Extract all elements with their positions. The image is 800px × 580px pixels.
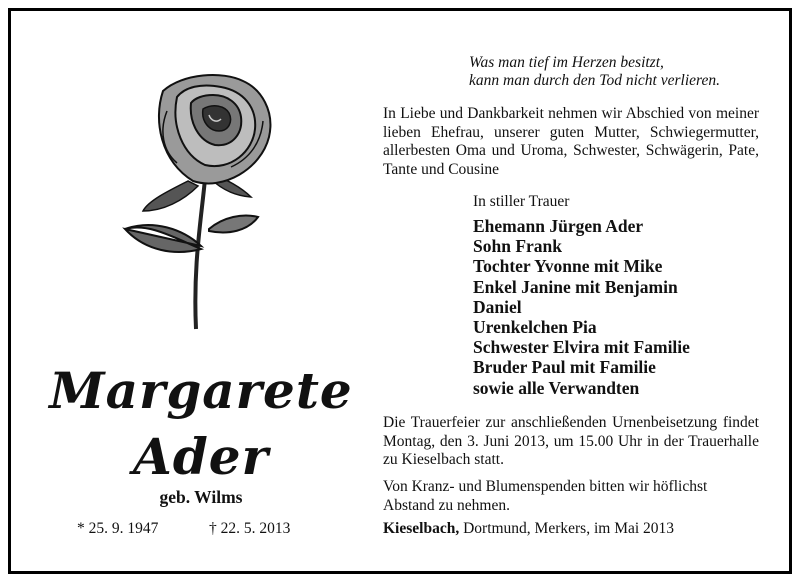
mourners-list	[473, 216, 773, 398]
mourner: Tochter Yvonne mit Mike	[473, 256, 663, 277]
rose-icon	[93, 51, 283, 341]
quote-line-2: kann man durch den Tod nicht verlieren.	[469, 72, 720, 89]
mourner: Sohn Frank	[473, 236, 562, 257]
mourner: Daniel	[473, 296, 522, 317]
birth-date: * 25. 9. 1947	[77, 520, 159, 537]
place-rest: Dortmund, Merkers, im Mai 2013	[459, 520, 675, 537]
born-name: geb. Wilms	[159, 487, 243, 507]
mourner: Schwester Elvira mit Familie	[473, 337, 690, 358]
mourner: Ehemann Jürgen Ader	[473, 216, 644, 236]
deceased-last-name: Ader	[133, 427, 269, 486]
intro-text: In Liebe und Dankbarkeit nehmen wir Abschied von meiner lieben Ehefrau, unserer guten Mutter, Schwiegermutter, allerbesten Oma und Uroma, Schwester, Schwägerin, Pate, Tante und Cousine	[383, 105, 759, 178]
mourner: Enkel Janine mit Benjamin	[473, 276, 678, 297]
service-info: Die Trauerfeier zur anschließenden Urnenbeisetzung findet Montag, den 3. Juni 2013, um 15.00 Uhr in der Trauerhalle zu Kieselbach statt.	[383, 414, 759, 468]
quote	[469, 54, 769, 90]
place-town: Kieselbach,	[383, 520, 460, 537]
obituary-notice	[8, 8, 792, 574]
place-date	[383, 520, 759, 538]
mourner: Urenkelchen Pia	[473, 317, 597, 338]
deceased-first-name: Margarete	[49, 361, 353, 420]
mourner: Bruder Paul mit Familie	[473, 357, 656, 378]
quote-line-1: Was man tief im Herzen besitzt,	[469, 54, 664, 71]
flowers-note: Von Kranz- und Blumenspenden bitten wir höflichst Abstand zu nehmen.	[383, 478, 708, 514]
mourner: sowie alle Verwandten	[473, 377, 640, 398]
death-date: † 22. 5. 2013	[209, 520, 291, 537]
mourning-heading: In stiller Trauer	[473, 193, 570, 210]
